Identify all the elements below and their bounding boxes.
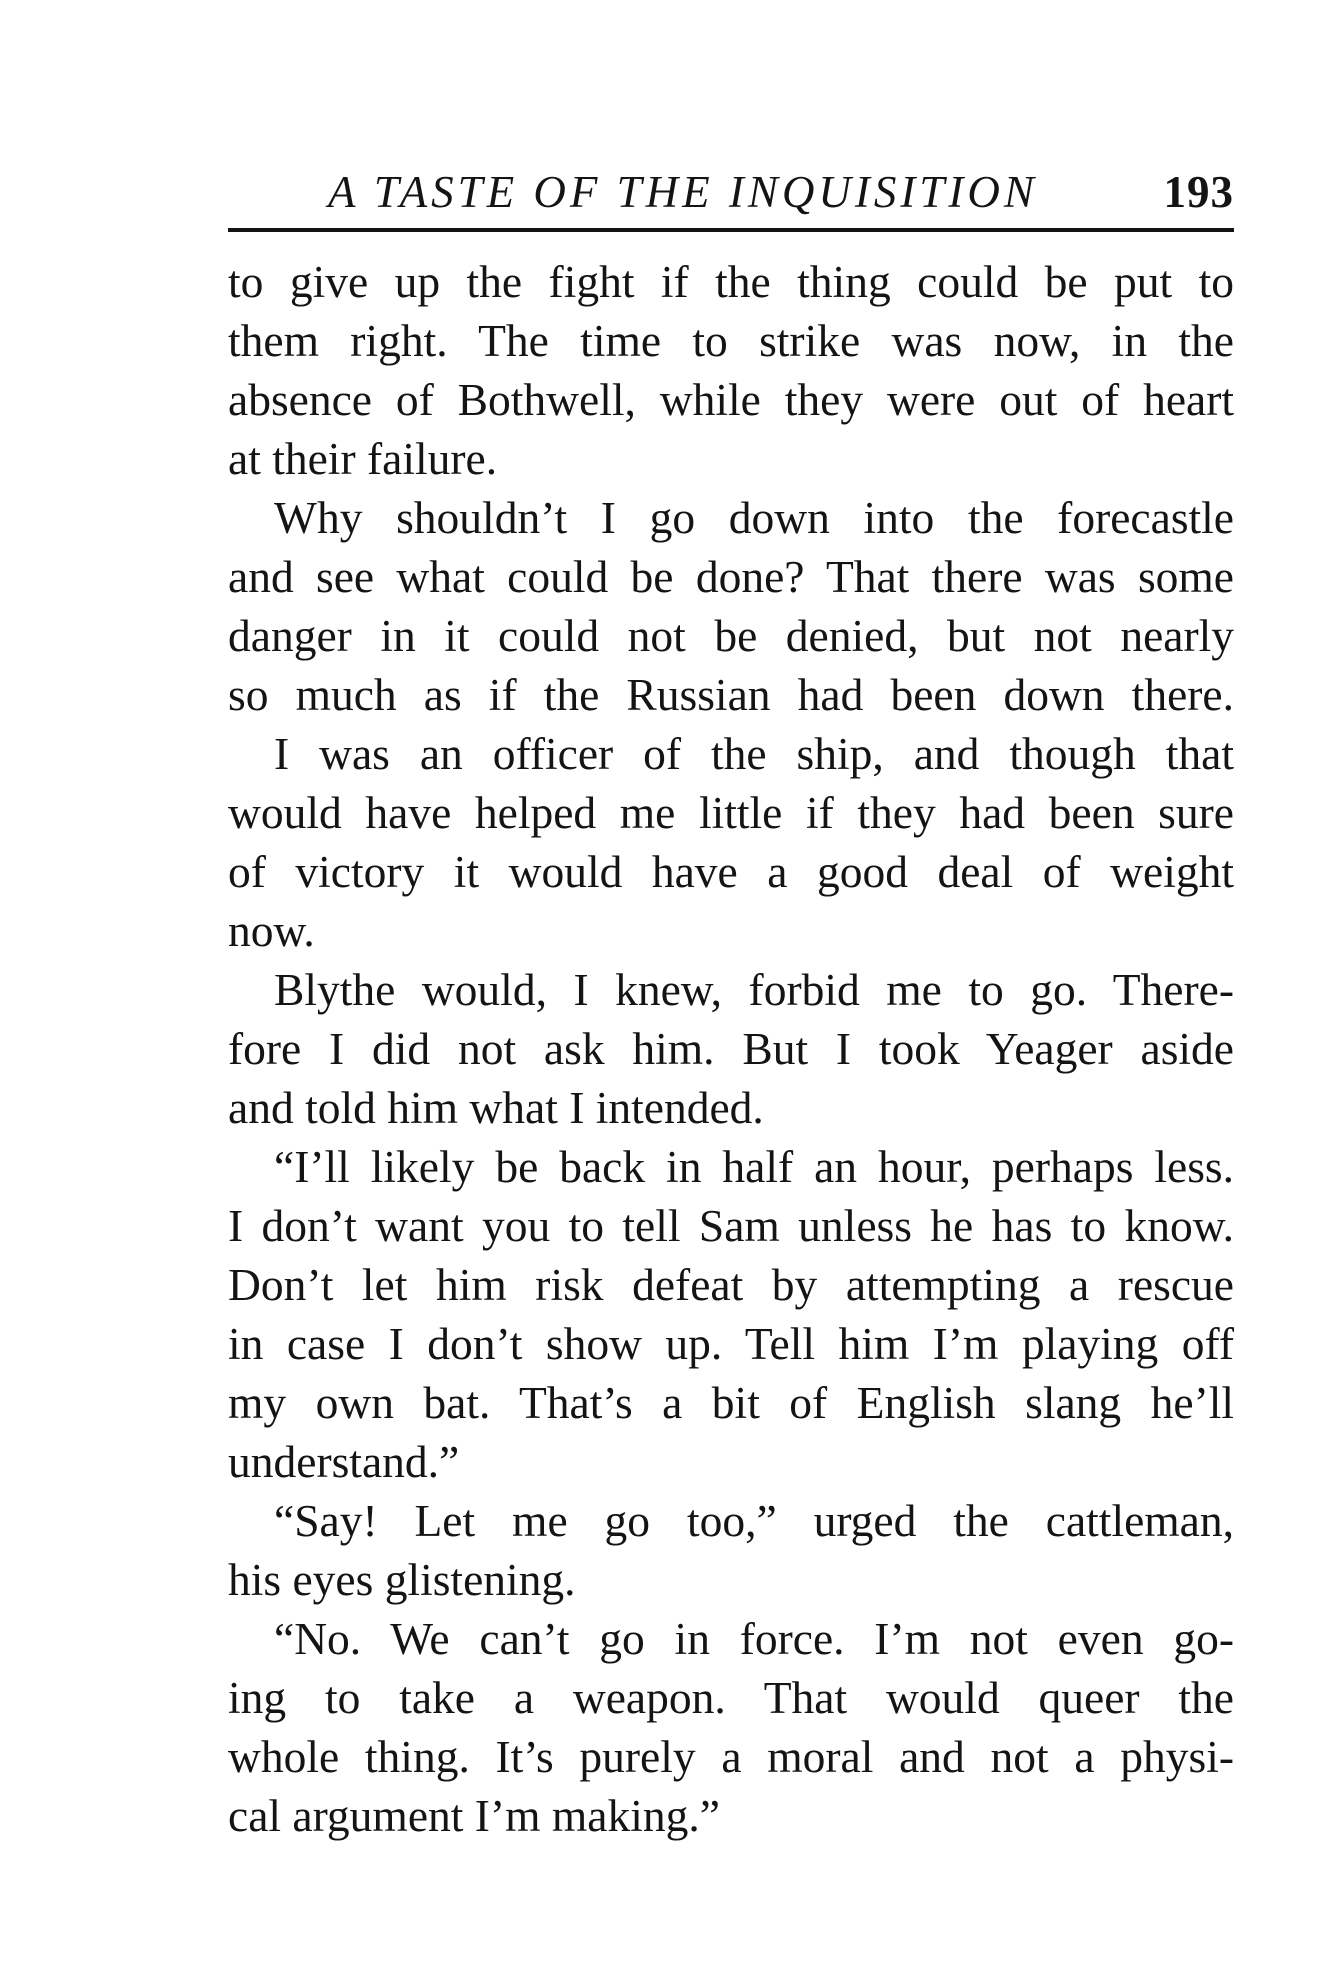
text-line: “I’ll likely be back in half an hour, perhaps less.: [274, 1141, 1234, 1192]
text-line: at their failure.: [228, 433, 498, 484]
text-line: Why shouldn’t I go down into the forecastle: [274, 492, 1234, 543]
text-line: in case I don’t show up. Tell him I’m playing off: [228, 1318, 1234, 1369]
text-line: and see what could be done? That there was some: [228, 551, 1234, 602]
text-line: to give up the fight if the thing could be put to: [228, 256, 1234, 307]
chapter-title: A TASTE OF THE INQUISITION: [328, 167, 1038, 217]
text-line: I don’t want you to tell Sam unless he has to know.: [228, 1200, 1234, 1251]
header-rule: [228, 228, 1234, 232]
text-line: my own bat. That’s a bit of English slang he’ll: [228, 1377, 1234, 1428]
text-line: absence of Bothwell, while they were out of heart: [228, 374, 1234, 425]
text-line: “No. We can’t go in force. I’m not even go-: [274, 1613, 1234, 1664]
text-line: understand.”: [228, 1436, 460, 1487]
paragraph-5: [228, 1491, 1234, 1609]
text-line: cal argument I’m making.”: [228, 1790, 720, 1841]
text-line: would have helped me little if they had been sure: [228, 787, 1234, 838]
text-line: of victory it would have a good deal of weight: [228, 846, 1234, 897]
paragraph-1: [228, 252, 1234, 488]
text-line: so much as if the Russian had been down there.: [228, 669, 1234, 720]
page-number: 193: [1163, 167, 1234, 217]
text-line: Don’t let him risk defeat by attempting a rescue: [228, 1259, 1234, 1310]
text-line: now.: [228, 905, 315, 956]
paragraph-4: [228, 1137, 1234, 1491]
text-line: his eyes glistening.: [228, 1554, 576, 1605]
text-line: I was an officer of the ship, and though that: [274, 728, 1234, 779]
text-line: fore I did not ask him. But I took Yeager aside: [228, 1023, 1234, 1074]
text-line: “Say! Let me go too,” urged the cattleman,: [274, 1495, 1234, 1546]
text-line: whole thing. It’s purely a moral and not a physi-: [228, 1731, 1234, 1782]
body-text: [228, 252, 1234, 1845]
text-line: ing to take a weapon. That would queer the: [228, 1672, 1234, 1723]
text-line: danger in it could not be denied, but not nearly: [228, 610, 1234, 661]
paragraph-2: [228, 488, 1234, 960]
text-line: and told him what I intended.: [228, 1082, 764, 1133]
running-head: [228, 162, 1234, 232]
text-line: them right. The time to strike was now, in the: [228, 315, 1234, 366]
paragraph-6: [228, 1609, 1234, 1845]
paragraph-3: [228, 960, 1234, 1137]
text-line: Blythe would, I knew, forbid me to go. There-: [274, 964, 1234, 1015]
